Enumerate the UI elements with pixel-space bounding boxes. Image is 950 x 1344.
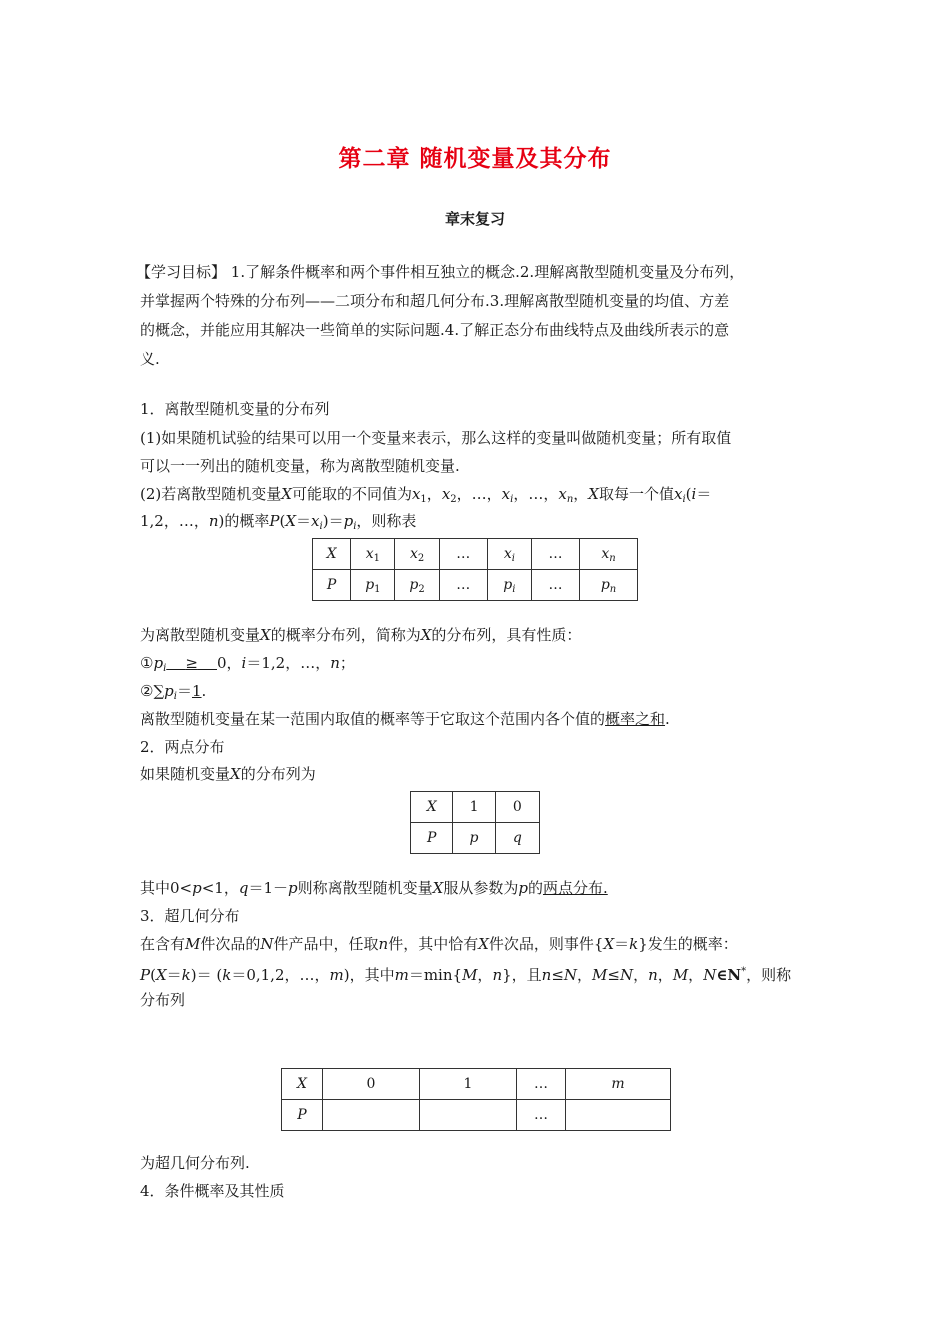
table-row: X 0 1 … m [282,1069,671,1100]
s1-range-note: 离散型随机变量在某一范围内取值的概率等于它取这个范围内各个值的概率之和. [140,710,670,728]
s2-intro: 如果随机变量X的分布列为 [140,765,316,783]
s3-line-2: P(X＝k)＝ (k＝0,1,2，…，m)，其中m＝min{M，n}，且n≤N，M≤N，n，M，N∈N*，则称 [140,966,792,984]
objectives-line-3: 的概念，并能应用其解决一些简单的实际问题.4.了解正态分布曲线特点及曲线所表示的意 [140,321,730,339]
two-point-table [410,791,540,854]
s2-note: 其中0<p<1，q＝1－p则称离散型随机变量X服从参数为p的两点分布. [140,879,608,897]
s3-line-1: 在含有M件次品的N件产品中，任取n件，其中恰有X件次品，则事件{X＝k}发生的概率： [140,935,738,953]
s1-para-2b: 1,2，…，n)的概率$P(X=x_i)=p_i$，则称表 [140,512,417,532]
objectives-line-1: 【学习目标】 1.了解条件概率和两个事件相互独立的概念.2.理解离散型随机变量及分布列， [136,263,745,281]
s3-after-table: 为超几何分布列. [140,1154,250,1172]
distribution-table [312,538,638,601]
property-1: $①p_i$ ≥ 0，i＝1,2，…，n； [140,654,355,674]
s3-line-3: 分布列 [140,991,186,1009]
table-row: P … [282,1100,671,1131]
s1-after-table: 为离散型随机变量X的概率分布列，简称为X的分布列，具有性质： [140,626,582,644]
s1-para-2a: (2)若离散型随机变量X可能取的不同值为$x_1$，$x_2$，…，$x_i$，…，$x_n$，X取每一个值$x_i(i=$ [140,485,712,505]
objectives-line-2: 并掌握两个特殊的分布列——二项分布和超几何分布.3.理解离散型随机变量的均值、方差 [140,292,730,310]
s1-para-1b: 可以一一列出的随机变量，称为离散型随机变量. [140,457,460,475]
table-row: P p q [411,823,540,854]
objectives-label: 【学习目标】 [136,263,227,281]
s1-para-1a: (1)如果随机试验的结果可以用一个变量来表示，那么这样的变量叫做随机变量；所有取值 [140,429,732,447]
section-2-heading: 2．两点分布 [140,738,225,756]
chapter-title: 第二章 随机变量及其分布 [338,146,612,172]
property-2: $②\sum p_i=1$. [140,682,207,702]
table-row: X $x_1$ $x_2$ … $x_i$ … $x_n$ [313,539,638,570]
table-row: X 1 0 [411,792,540,823]
objectives-line-4: 义. [140,350,160,368]
section-1-heading: 1．离散型随机变量的分布列 [140,400,330,418]
section-4-heading: 4．条件概率及其性质 [140,1182,285,1200]
section-3-heading: 3．超几何分布 [140,907,240,925]
section-subtitle: 章末复习 [444,210,505,228]
table-row: P $p_1$ $p_2$ … $p_i$ … $p_n$ [313,570,638,601]
hypergeometric-table [281,1068,671,1131]
